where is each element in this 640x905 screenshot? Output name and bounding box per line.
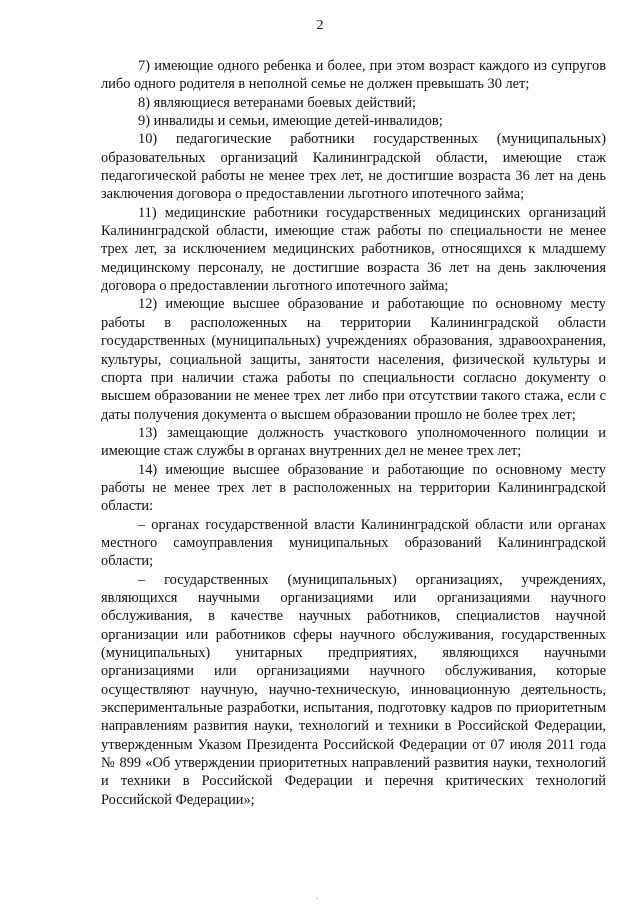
list-item-7: 7) имеющие одного ребенка и более, при этом возраст каждого из супругов либо одного родителя в неполной семье не должен превышать 30 лет; [101,58,606,93]
page-number: 2 [316,18,324,33]
list-item-9: 9) инвалиды и семьи, имеющие детей-инвалидов; [138,113,443,130]
footer-mark: . [316,892,318,901]
document-body [101,57,606,809]
sub-item-government-bodies: – органах государственной власти Калининградской области или органах местного самоуправления муниципальных образований Калининградской области; [101,516,606,570]
list-item-13: 13) замещающие должность участкового уполномоченного полиции и имеющие стаж службы в органах внутренних дел не менее трех лет; [101,424,606,460]
list-item-11: 11) медицинские работники государственных медицинских организаций Калининградской области, имеющие стаж работы по специальности не менее трех лет, за исключением медицинских работников, относящихся к младшему медицинскому персоналу, не достигшие возраста 36 лет на день заключения договора о предоставлении льготного ипотечного займа; [101,204,606,295]
list-item-8: 8) являющиеся ветеранами боевых действий; [138,94,416,111]
list-item-14: 14) имеющие высшее образование и работающие по основному месту работы не менее трех лет в расположенных на территории Калининградской области: [101,461,606,515]
list-item-10: 10) педагогические работники государственных (муниципальных) образовательных организаций Калининградской области, имеющие стаж педагогической работы не менее трех лет, не достигшие возраста 36 лет на день заключения договора о предоставлении льготного ипотечного займа; [101,131,606,203]
list-item-12: 12) имеющие высшее образование и работающие по основному месту работы в расположенных на территории Калининградской области государственных (муниципальных) учреждениях образования, здравоохранения, культуры, социальной защиты, занятости населения, физической культуры и спорта при наличии стажа работы по специальности согласно документу о высшем образовании не менее трех лет либо при отсутствии такого стажа, если с даты получения документа о высшем образовании прошло не более трех лет; [101,296,606,423]
sub-item-scientific-organizations: – государственных (муниципальных) организациях, учреждениях, являющихся научными организациями или организациями научного обслуживания, в качестве научных работников, специалистов научной организации или работников сферы научного обслуживания, государственных (муниципальных) унитарных предприятиях, являющихся научными организациями или организациями научного обслуживания, которые осуществляют научную, научно-техническую, инновационную деятельность, экспериментальные разработки, испытания, подготовку кадров по приоритетным направлениям развития науки, технологий и техники в Российской Федерации, утвержденным Указом Президента Российской Федерации от 07 июля 2011 года № 899 «Об утверждении приоритетных направлений развития науки, технологий и техники в Российской Федерации и перечня критических технологий Российской Федерации»; [101,571,606,808]
